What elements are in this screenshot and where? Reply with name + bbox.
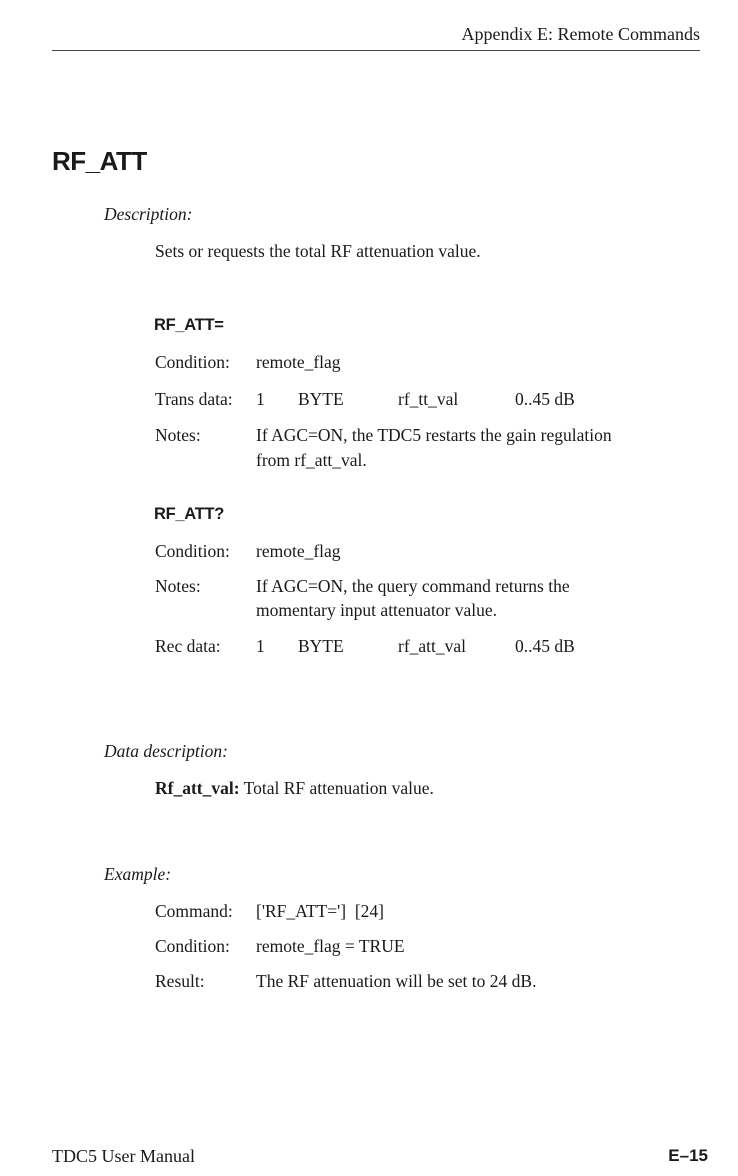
query-command-heading: RF_ATT? bbox=[154, 505, 224, 523]
example-label: Example: bbox=[104, 864, 172, 884]
set-trans-label: Trans data: bbox=[155, 389, 233, 409]
data-description-entry bbox=[155, 778, 434, 799]
query-notes-line2: momentary input attenuator value. bbox=[256, 600, 498, 620]
query-condition-label: Condition: bbox=[155, 541, 230, 561]
data-description-text: Total RF attenuation value. bbox=[243, 778, 434, 798]
description-label: Description: bbox=[104, 204, 193, 224]
set-condition-value: remote_flag bbox=[256, 352, 341, 372]
running-head: Appendix E: Remote Commands bbox=[461, 24, 700, 44]
header-rule bbox=[52, 50, 700, 51]
example-result-label: Result: bbox=[155, 971, 205, 991]
query-condition-value: remote_flag bbox=[256, 541, 341, 561]
example-condition-label: Condition: bbox=[155, 936, 230, 956]
set-trans-range: 0..45 dB bbox=[515, 389, 575, 409]
example-command-value: ['RF_ATT='] [24] bbox=[256, 901, 384, 921]
set-trans-type: BYTE bbox=[298, 389, 344, 409]
query-rec-range: 0..45 dB bbox=[515, 636, 575, 656]
set-notes-line2: from rf_att_val. bbox=[256, 450, 367, 470]
set-condition-label: Condition: bbox=[155, 352, 230, 372]
query-rec-count: 1 bbox=[256, 636, 265, 656]
footer-manual-title: TDC5 User Manual bbox=[52, 1146, 195, 1166]
command-title: RF_ATT bbox=[52, 146, 147, 176]
example-condition-value: remote_flag = TRUE bbox=[256, 936, 405, 956]
query-notes-line1: If AGC=ON, the query command returns the bbox=[256, 576, 570, 596]
query-rec-type: BYTE bbox=[298, 636, 344, 656]
set-trans-count: 1 bbox=[256, 389, 265, 409]
query-notes-label: Notes: bbox=[155, 576, 201, 596]
page-number: E–15 bbox=[668, 1146, 708, 1165]
set-trans-var: rf_tt_val bbox=[398, 389, 459, 409]
data-description-term: Rf_att_val: bbox=[155, 778, 240, 798]
set-command-heading: RF_ATT= bbox=[154, 316, 224, 334]
query-rec-label: Rec data: bbox=[155, 636, 221, 656]
example-command-label: Command: bbox=[155, 901, 233, 921]
description-text: Sets or requests the total RF attenuation value. bbox=[155, 241, 481, 261]
query-rec-var: rf_att_val bbox=[398, 636, 467, 656]
example-result-value: The RF attenuation will be set to 24 dB. bbox=[256, 971, 537, 991]
data-description-label: Data description: bbox=[104, 741, 228, 761]
set-notes-label: Notes: bbox=[155, 425, 201, 445]
set-notes-line1: If AGC=ON, the TDC5 restarts the gain regulation bbox=[256, 425, 612, 445]
